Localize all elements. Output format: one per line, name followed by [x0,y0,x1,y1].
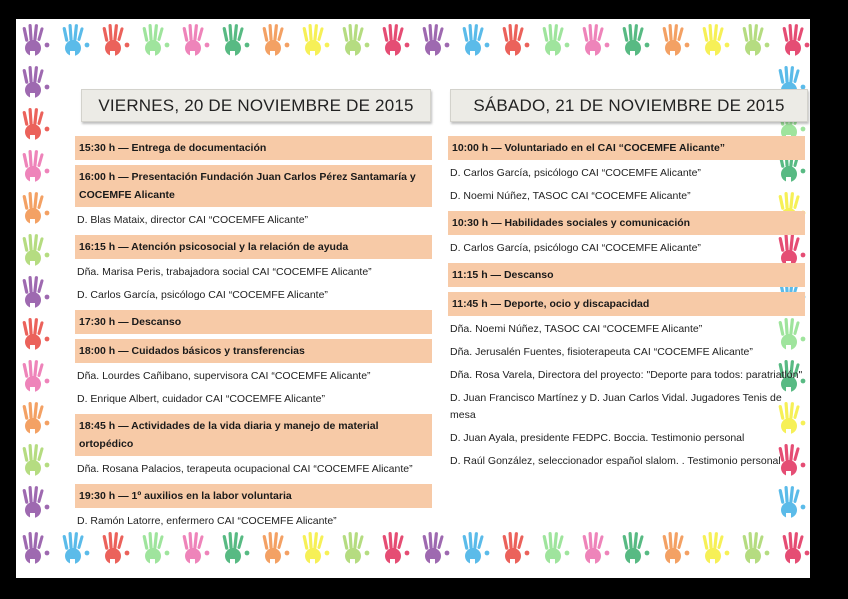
handprint-icon [698,529,732,567]
saturday-header: SÁBADO, 21 DE NOVIEMBRE DE 2015 [450,89,808,122]
handprint-icon [658,529,692,567]
session-title: 16:15 h — Atención psicosocial y la relación de ayuda [75,235,432,259]
speaker-line: Dña. Noemi Núñez, TASOC CAI “COCEMFE Alicante” [450,323,703,335]
handprint-icon [18,63,52,101]
session-title: 11:15 h — Descanso [448,263,805,287]
handprint-icon [18,441,52,479]
handprint-icon [738,21,772,59]
handprint-icon [578,529,612,567]
handprint-icon [578,21,612,59]
handprint-icon [18,315,52,353]
handprint-icon [218,21,252,59]
handprint-icon [18,21,52,59]
speaker-line: D. Raúl González, seleccionador español slalom. . Testimonio personal [450,455,781,467]
session-title: 18:00 h — Cuidados básicos y transferencias [75,339,432,363]
speaker-line: D. Enrique Albert, cuidador CAI “COCEMFE Alicante” [77,393,326,405]
handprint-icon [18,529,52,567]
session-title: 19:30 h — 1º auxilios en la labor voluntaria [75,484,432,508]
speaker-line: D. Ramón Latorre, enfermero CAI “COCEMFE Alicante” [77,515,337,527]
handprint-icon [58,21,92,59]
handprint-icon [178,21,212,59]
speaker-line: Dña. Rosa Varela, Directora del proyecto: "Deporte para todos: paratriatlón" [450,369,803,381]
handprint-icon [18,189,52,227]
session-title: 16:00 h — Presentación Fundación Juan Carlos Pérez Santamaría y COCEMFE Alicante [75,165,432,207]
handprint-icon [778,21,810,59]
handprint-icon [338,21,372,59]
handprint-icon [498,21,532,59]
session-title: 10:00 h — Voluntariado en el CAI “COCEMFE Alicante” [448,136,805,160]
speaker-line: D. Noemi Núñez, TASOC CAI “COCEMFE Alicante” [450,190,691,202]
handprint-icon [538,21,572,59]
session-title: 15:30 h — Entrega de documentación [75,136,432,160]
speaker-line: D. Carlos García, psicólogo CAI “COCEMFE Alicante” [450,167,701,179]
handprint-icon [298,21,332,59]
saturday-schedule [448,136,805,476]
speaker-line: Dña. Marisa Peris, trabajadora social CAI “COCEMFE Alicante” [77,266,372,278]
handprint-icon [658,21,692,59]
handprint-icon [774,483,808,521]
handprint-icon [98,21,132,59]
session-title: 17:30 h — Descanso [75,310,432,334]
handprint-icon [538,529,572,567]
handprint-icon [698,21,732,59]
speaker-line: D. Juan Francisco Martínez y D. Juan Carlos Vidal. Jugadores Tenis de mesa [450,392,782,421]
speaker-line: D. Carlos García, psicólogo CAI “COCEMFE Alicante” [450,242,701,254]
handprint-icon [618,529,652,567]
friday-header: VIERNES, 20 DE NOVIEMBRE DE 2015 [81,89,431,122]
session-title: 10:30 h — Habilidades sociales y comunicación [448,211,805,235]
handprint-icon [138,21,172,59]
handprint-icon [18,483,52,521]
handprint-icon [618,21,652,59]
handprint-icon [738,529,772,567]
speaker-line: Dña. Lourdes Cañibano, supervisora CAI “COCEMFE Alicante” [77,370,371,382]
handprint-icon [18,273,52,311]
session-title: 18:45 h — Actividades de la vida diaria y manejo de material ortopédico [75,414,432,456]
handprint-icon [258,21,292,59]
session-title: 11:45 h — Deporte, ocio y discapacidad [448,292,805,316]
handprint-icon [458,21,492,59]
handprint-icon [18,399,52,437]
handprint-icon [18,357,52,395]
handprint-icon [778,529,810,567]
speaker-line: Dña. Rosana Palacios, terapeuta ocupacional CAI “COCEMFE Alicante” [77,463,413,475]
program-sheet [16,19,810,578]
handprint-icon [18,105,52,143]
handprint-icon [378,21,412,59]
handprint-icon [418,21,452,59]
handprint-icon [18,147,52,185]
friday-schedule [75,136,432,536]
speaker-line: Dña. Jerusalén Fuentes, fisioterapeuta CAI “COCEMFE Alicante” [450,346,753,358]
handprint-icon [498,529,532,567]
handprint-icon [458,529,492,567]
speaker-line: D. Blas Mataix, director CAI “COCEMFE Alicante” [77,214,309,226]
speaker-line: D. Juan Ayala, presidente FEDPC. Boccia. Testimonio personal [450,432,745,444]
speaker-line: D. Carlos García, psicólogo CAI “COCEMFE Alicante” [77,289,328,301]
handprint-icon [18,231,52,269]
